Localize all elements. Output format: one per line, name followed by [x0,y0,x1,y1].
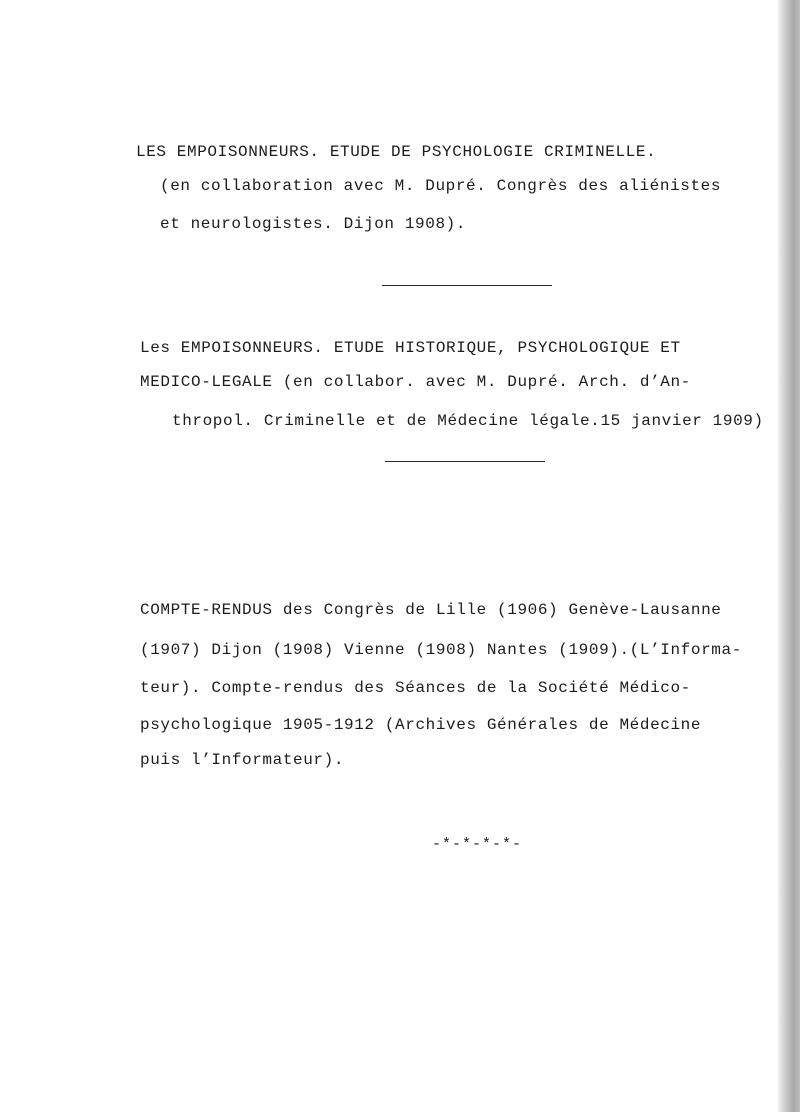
entry-2-line-3: thropol. Criminelle et de Médecine légale.15 janvier 1909) [172,412,764,430]
entry-1-line-2: (en collaboration avec M. Dupré. Congrès des aliénistes [160,177,722,195]
separator-rule-1 [382,285,552,286]
entry-3-line-4: psychologique 1905-1912 (Archives Générales de Médecine [140,716,702,734]
entry-3-line-2: (1907) Dijon (1908) Vienne (1908) Nantes (1909).(L’Informa- [140,641,742,659]
page-edge-shadow [778,0,800,1112]
entry-1-line-3: et neurologistes. Dijon 1908). [160,215,467,233]
entry-3-line-3: teur). Compte-rendus des Séances de la Société Médico- [140,679,691,697]
entry-3-line-1: COMPTE-RENDUS des Congrès de Lille (1906) Genève-Lausanne [140,601,722,619]
entry-3-line-5: puis l’Informateur). [140,751,345,769]
separator-rule-2 [385,461,545,462]
entry-2-line-1: Les EMPOISONNEURS. ETUDE HISTORIQUE, PSYCHOLOGIQUE ET [140,339,681,357]
end-mark: -*-*-*-*- [432,836,523,853]
entry-1-line-1: LES EMPOISONNEURS. ETUDE DE PSYCHOLOGIE CRIMINELLE. [136,143,657,161]
entry-2-line-2: MEDICO-LEGALE (en collabor. avec M. Dupré. Arch. d’An- [140,373,691,391]
